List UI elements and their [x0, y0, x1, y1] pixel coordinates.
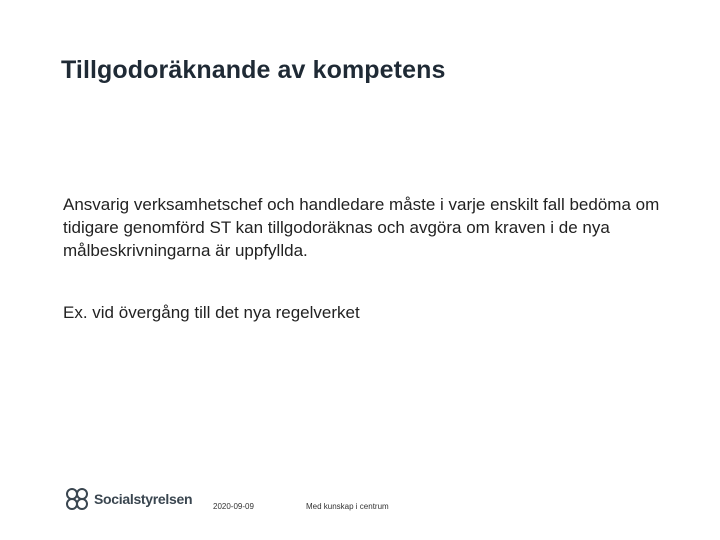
logo-wordmark: Socialstyrelsen [94, 491, 193, 507]
slide-footer [0, 486, 720, 526]
slide-title: Tillgodoräknande av kompetens [61, 56, 446, 84]
footer-tagline: Med kunskap i centrum [306, 502, 389, 511]
socialstyrelsen-logo [64, 486, 192, 512]
socialstyrelsen-emblem-icon [64, 486, 90, 512]
body-paragraph-2: Ex. vid övergång till det nya regelverket [63, 303, 360, 322]
footer-date: 2020-09-09 [213, 502, 254, 511]
body-paragraph-1: Ansvarig verksamhetschef och handledare måste i varje enskilt fall bedöma om tidigare genomförd ST kan tillgodoräknas och avgöra om kraven i de nya målbeskrivningarna är uppfyllda. [63, 195, 660, 260]
